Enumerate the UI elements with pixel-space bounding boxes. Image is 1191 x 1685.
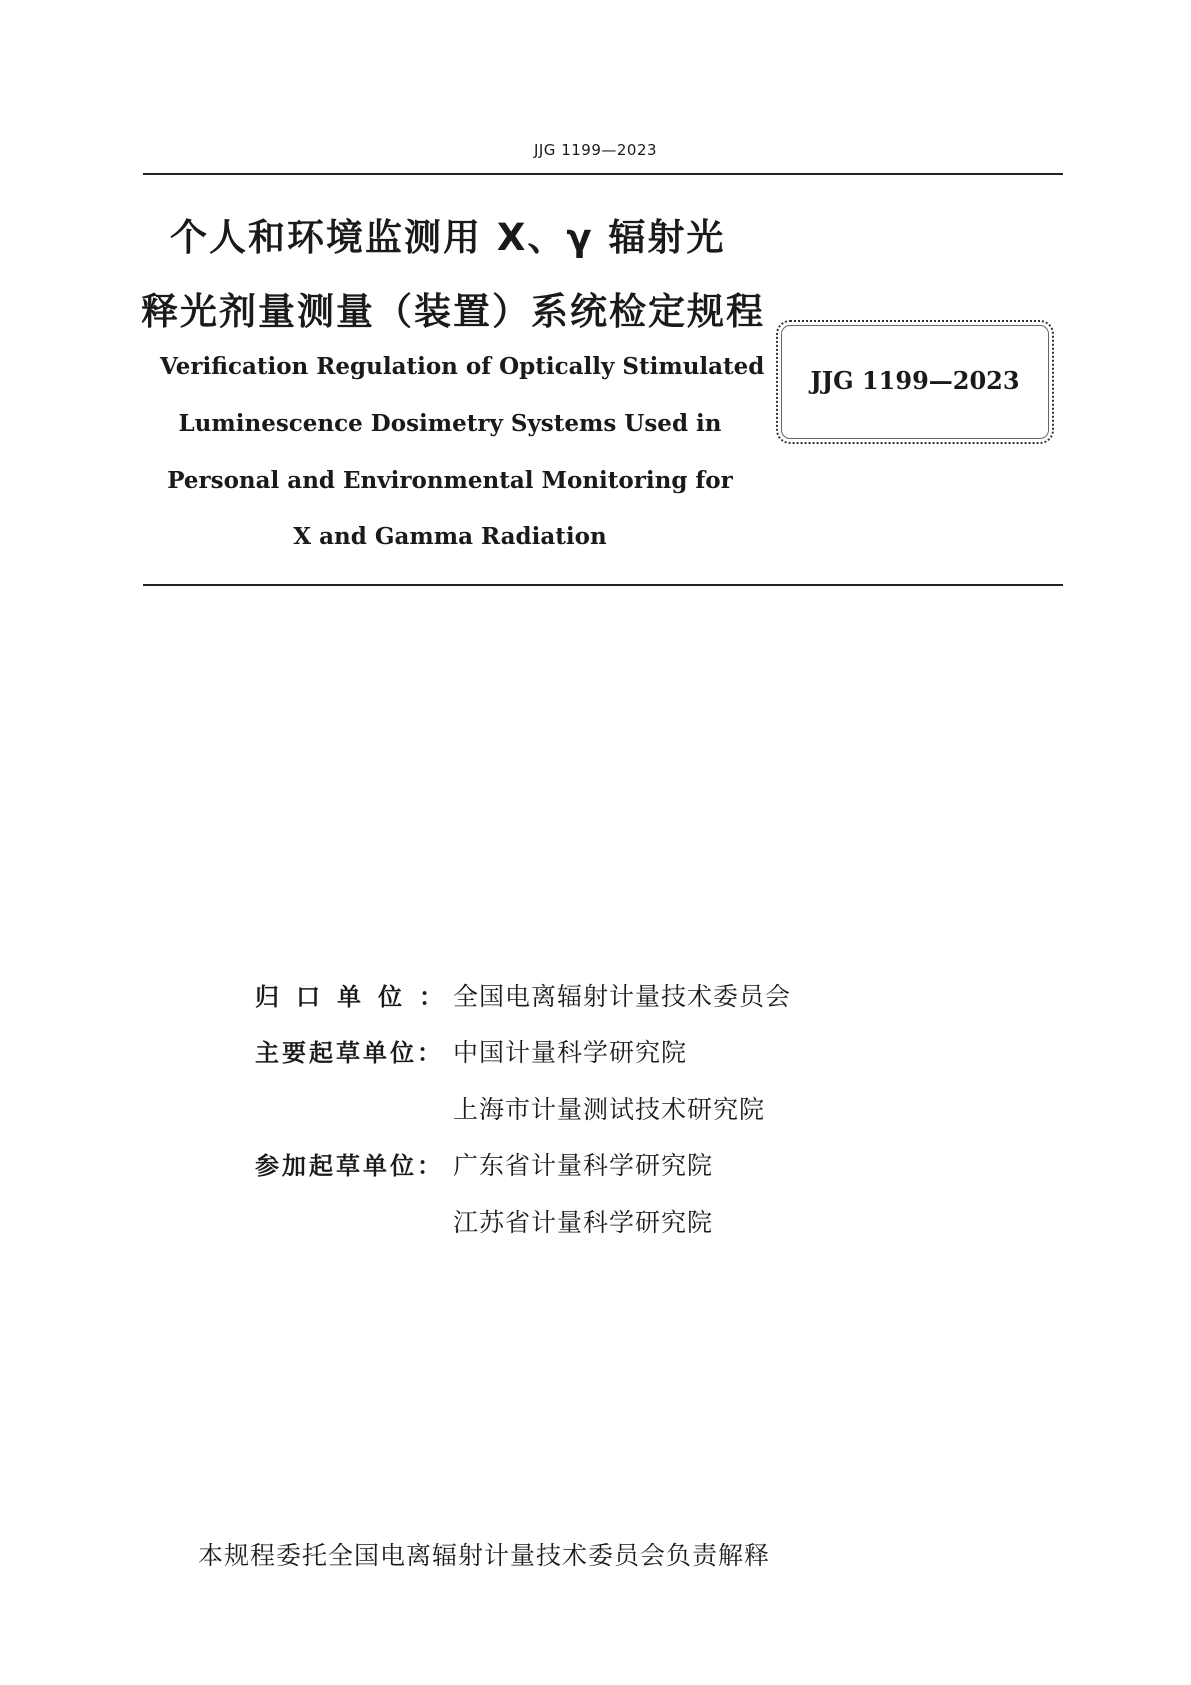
title-en-line-4: X and Gamma Radiation: [293, 523, 607, 550]
participating-drafting-unit-1: 广东省计量科学研究院: [453, 1151, 714, 1180]
running-header: JJG 1199—2023: [533, 141, 658, 159]
title-cn-line-1: 个人和环境监测用 X、γ 辐射光: [170, 216, 726, 259]
standard-code: JJG 1199—2023: [810, 366, 1020, 395]
title-en-line-1: Verification Regulation of Optically Stimulated: [160, 353, 765, 380]
main-drafting-unit-label: 主要起草单位：: [255, 1039, 444, 1067]
main-drafting-unit-1: 中国计量科学研究院: [453, 1038, 688, 1067]
bottom-rule: [143, 584, 1063, 586]
title-en-line-3: Personal and Environmental Monitoring for: [167, 467, 733, 494]
participating-drafting-unit-2: 江苏省计量科学研究院: [453, 1208, 714, 1237]
interpretation-note: 本规程委托全国电离辐射计量技术委员会负责解释: [198, 1541, 771, 1570]
responsible-unit-label: 归口单位：: [255, 983, 460, 1011]
top-rule: [143, 173, 1063, 175]
main-drafting-unit-2: 上海市计量测试技术研究院: [453, 1095, 766, 1124]
title-en-line-2: Luminescence Dosimetry Systems Used in: [178, 410, 722, 437]
title-cn-line-2: 释光剂量测量（装置）系统检定规程: [141, 290, 765, 333]
responsible-unit-value: 全国电离辐射计量技术委员会: [453, 982, 792, 1011]
participating-drafting-unit-label: 参加起草单位：: [255, 1152, 444, 1180]
